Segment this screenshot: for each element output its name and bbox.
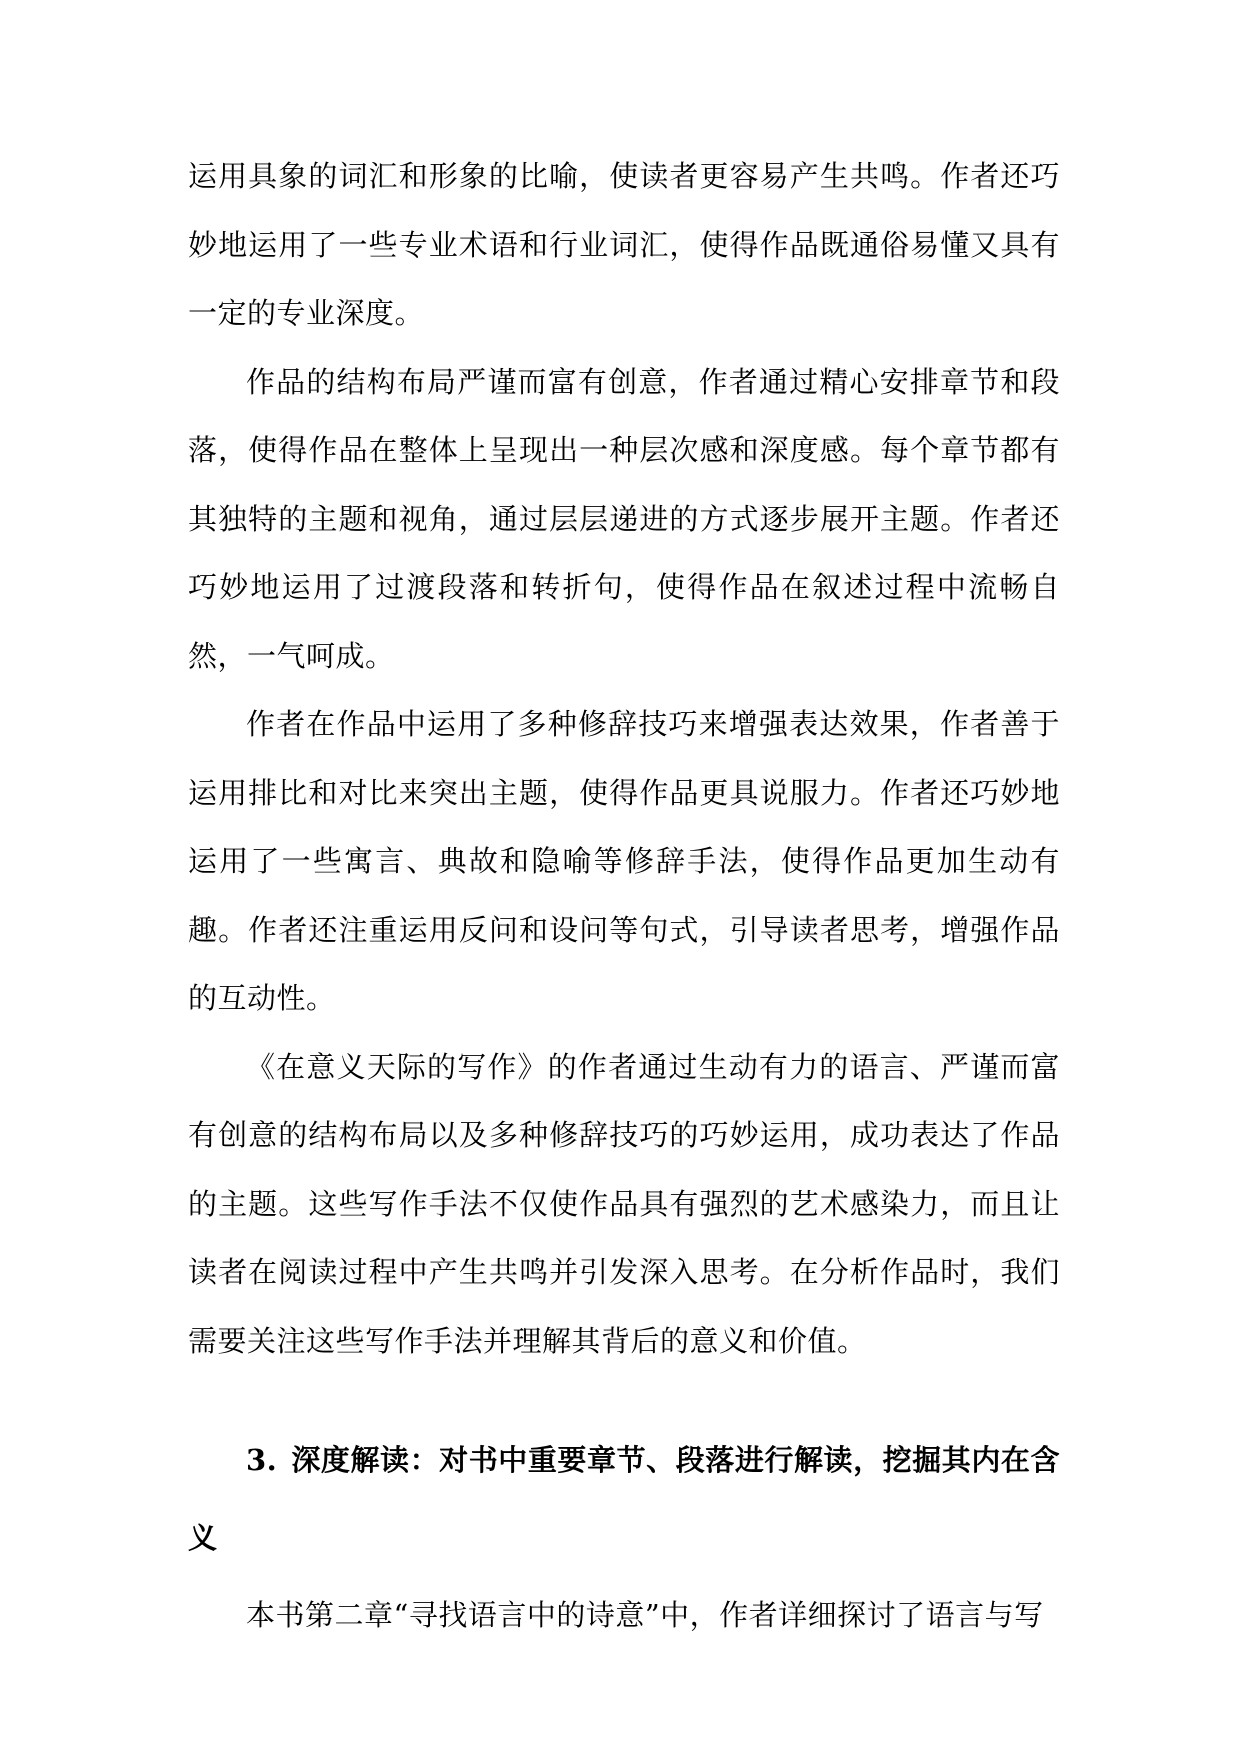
section-title: 深度解读：对书中重要章节、段落进行解读，挖掘其内在含义 bbox=[188, 1443, 1060, 1555]
paragraph-structure: 作品的结构布局严谨而富有创意，作者通过精心安排章节和段落，使得作品在整体上呈现出一种层次感和深度感。每个章节都有其独特的主题和视角，通过层层递进的方式逐步展开主题。作者还巧妙地运用了过渡段落和转折句，使得作品在叙述过程中流畅自然，一气呵成。 bbox=[188, 364, 1060, 673]
paragraph-chapter-two: 本书第二章“寻找语言中的诗意”中，作者详细探讨了语言与写 bbox=[246, 1598, 1044, 1632]
paragraph-rhetoric: 作者在作品中运用了多种修辞技巧来增强表达效果，作者善于运用排比和对比来突出主题，使得作品更具说服力。作者还巧妙地运用了一些寓言、典故和隐喻等修辞手法，使得作品更加生动有趣。作者还注重运用反问和设问等句式，引导读者思考，增强作品的互动性。 bbox=[188, 707, 1060, 1015]
section-number: 3. bbox=[246, 1443, 278, 1477]
document-page bbox=[188, 142, 1060, 1650]
paragraph-summary: 《在意义天际的写作》的作者通过生动有力的语言、严谨而富有创意的结构布局以及多种修辞技巧的巧妙运用，成功表达了作品的主题。这些写作手法不仅使作品具有强烈的艺术感染力，而且让读者在阅读过程中产生共鸣并引发深入思考。在分析作品时，我们需要关注这些写作手法并理解其背后的意义和价值。 bbox=[188, 1049, 1060, 1358]
paragraph-continuation: 运用具象的词汇和形象的比喻，使读者更容易产生共鸣。作者还巧妙地运用了一些专业术语和行业词汇，使得作品既通俗易懂又具有一定的专业深度。 bbox=[188, 159, 1060, 330]
section-heading bbox=[188, 1421, 1060, 1577]
